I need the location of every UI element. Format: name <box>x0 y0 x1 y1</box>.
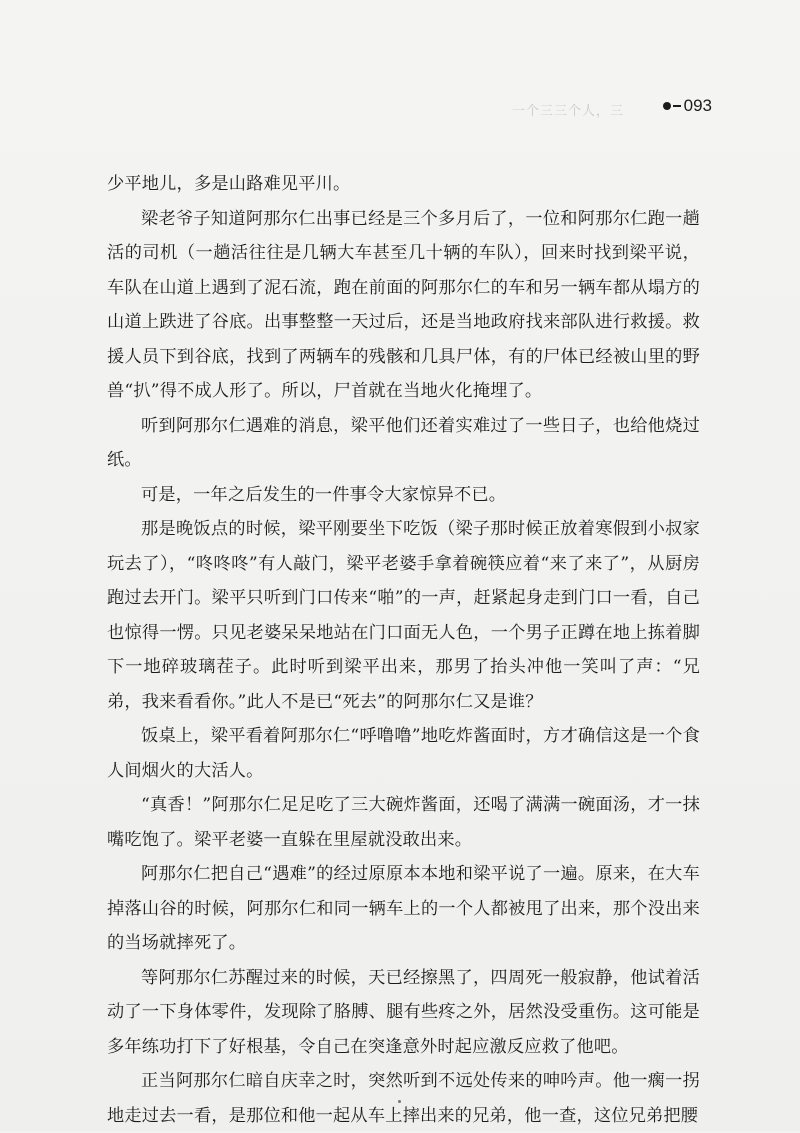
paragraph: 听到阿那尔仁遇难的消息，梁平他们还着实难过了一些日子，也给他烧过纸。 <box>107 415 700 470</box>
paragraph: 等阿那尔仁苏醒过来的时候，天已经擦黑了，四周死一般寂静，他试着活动了一下身体零件，发现除了胳膊、腿有些疼之外，居然没受重伤。这可能是多年练功打下了好根基，令自己在突逢意外时起应激反应救了他吧。 <box>107 967 700 1057</box>
paragraph: 正当阿那尔仁暗自庆幸之时，突然听到不远处传来的呻吟声。他一瘸一拐地走过去一看，是那位和他一起从车上摔出来的兄弟，他一查，这位兄弟把腰 <box>107 1071 700 1126</box>
bullet-dot-icon <box>663 102 671 110</box>
paragraph: 饭桌上，梁平看着阿那尔仁“呼噜噜”地吃炸酱面时，方才确信这是一个食人间烟火的大活人。 <box>107 726 700 781</box>
paragraph: “真香！”阿那尔仁足足吃了三大碗炸酱面，还喝了满满一碗面汤，才一抹嘴吃饱了。梁平老婆一直躲在里屋就没敢出来。 <box>107 795 700 850</box>
page-number: 093 <box>683 96 712 115</box>
paragraph: 那是晚饭点的时候，梁平刚要坐下吃饭（梁子那时候正放着寒假到小叔家玩去了），“咚咚咚”有人敲门，梁平老婆手拿着碗筷应着“来了来了”，从厨房跑过去开门。梁平只听到门口传来“啪”的一声，赶紧起身走到门口一看，自己也惊得一愣。只见老婆呆呆地站在门口面无人色，一个男子正蹲在地上拣着脚下一地碎玻璃茬子。此时听到梁平出来，那男了抬头冲他一笑叫了声：“兄弟，我来看看你。”此人不是已“死去”的阿那尔仁又是谁？ <box>107 519 700 712</box>
paragraph: 阿那尔仁把自己“遇难”的经过原原本本地和梁平说了一遍。原来，在大车掉落山谷的时候，阿那尔仁和同一辆车上的一个人都被甩了出来，那个没出来的当场就摔死了。 <box>107 864 700 953</box>
paragraph: 可是，一年之后发生的一件事令大家惊异不已。 <box>141 484 507 505</box>
header-bleed-through-text: 一个三三个人，三 <box>512 104 625 119</box>
paragraph: 梁老爷子知道阿那尔仁出事已经是三个多月后了，一位和阿那尔仁跑一趟活的司机（一趟活往往是几辆大车甚至几十辆的车队），回来时找到梁平说，车队在山道上遇到了泥石流，跑在前面的阿那尔仁的车和另一辆车都从塌方的山道上跌进了谷底。出事整整一天过后，还是当地政府找来部队进行救援。救援人员下到谷底，找到了两辆车的残骸和几具尸体，有的尸体已经被山里的野兽“扒”得不成人形了。所以，尸首就在当地火化掩埋了。 <box>107 208 700 401</box>
body-text <box>107 167 700 1133</box>
paragraph: 少平地儿，多是山路难见平川。 <box>107 174 351 194</box>
dash-icon <box>673 105 681 107</box>
print-speck <box>398 1100 401 1103</box>
page-number-block <box>663 96 712 116</box>
running-header <box>512 96 712 122</box>
